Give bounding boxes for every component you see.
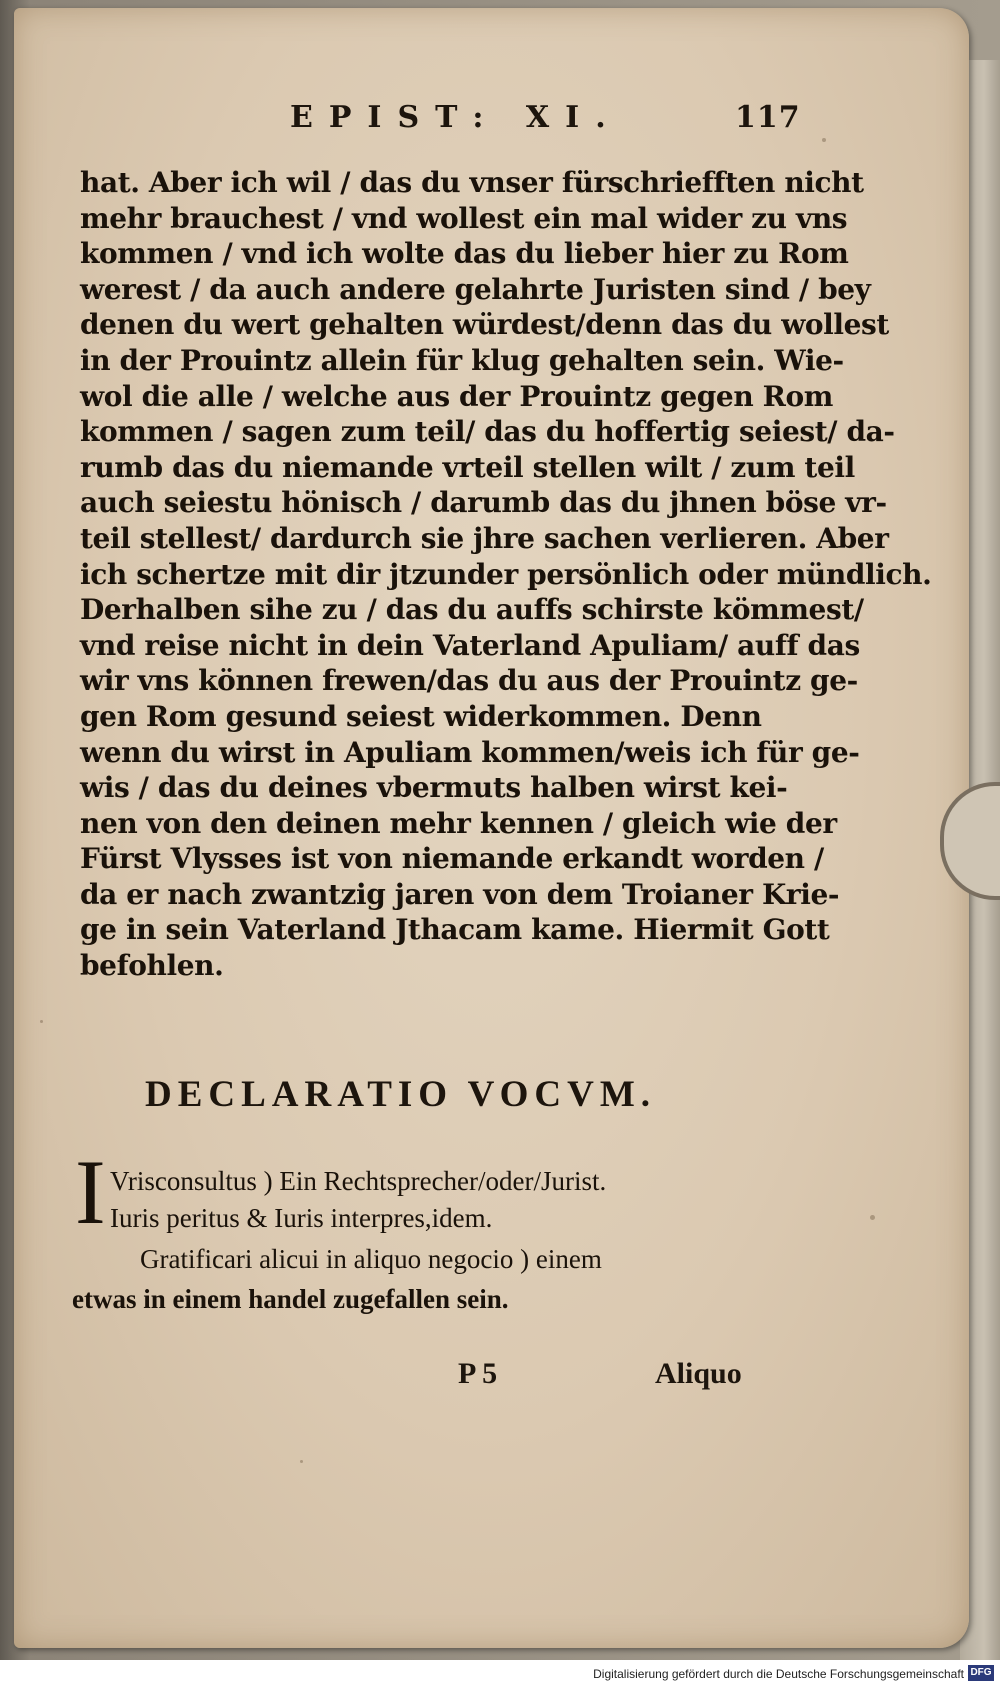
text-line: kommen / vnd ich wolte das du lieber hier zu Rom bbox=[80, 237, 849, 271]
text-line: in der Prouintz allein für klug gehalten sein. Wie- bbox=[80, 343, 844, 377]
digitization-credit: Digitalisierung gefördert durch die Deutsche Forschungsgemeinschaft bbox=[593, 1667, 964, 1681]
text-line: kommen / sagen zum teil/ das du hoffertig seiest/ da- bbox=[80, 415, 895, 449]
text-line: wis / das du deines vbermuts halben wirst kei- bbox=[80, 771, 788, 805]
text-line: werest / da auch andere gelahrte Juristen sind / bey bbox=[80, 272, 871, 306]
section-heading: DECLARATIO VOCVM. bbox=[145, 1074, 657, 1115]
text-line: wenn du wirst in Apuliam kommen/weis ich für ge- bbox=[80, 735, 860, 769]
paper-speck bbox=[822, 138, 826, 142]
signature-mark: P 5 bbox=[458, 1357, 498, 1390]
gloss-entry: Gratificari alicui in aliquo negocio ) einem bbox=[140, 1244, 602, 1274]
letter-body bbox=[80, 165, 932, 984]
page-number: 117 bbox=[735, 100, 801, 135]
text-line: Fürst Vlysses ist von niemande erkandt worden / bbox=[80, 842, 824, 876]
paper-speck bbox=[40, 1020, 43, 1023]
running-head: EPIST: XI. bbox=[290, 100, 622, 135]
text-line: befohlen. bbox=[80, 949, 224, 983]
text-line: teil stellest/ dardurch sie jhre sachen verlieren. Aber bbox=[80, 521, 889, 555]
paper-speck bbox=[300, 1460, 303, 1463]
paper-speck bbox=[870, 1215, 875, 1220]
text-line: wir vns können frewen/das du aus der Prouintz ge- bbox=[80, 664, 858, 698]
text-line: hat. Aber ich wil / das du vnser fürschriefften nicht bbox=[80, 166, 864, 199]
text-line: mehr brauchest / vnd wollest ein mal wider zu vns bbox=[80, 201, 848, 235]
text-line: denen du wert gehalten würdest/denn das du wollest bbox=[80, 308, 889, 342]
text-line: Derhalben sihe zu / das du auffs schirste kömmest/ bbox=[80, 593, 864, 627]
text-line: rumb das du niemande vrteil stellen wilt / zum teil bbox=[80, 450, 855, 484]
text-line: nen von den deinen mehr kennen / gleich wie der bbox=[80, 806, 837, 840]
text-line: auch seiestu hönisch / darumb das du jhnen böse vr- bbox=[80, 486, 887, 520]
gloss-entry: Vrisconsultus ) Ein Rechtsprecher/oder/Jurist. bbox=[110, 1166, 607, 1196]
text-line: vnd reise nicht in dein Vaterland Apuliam/ auff das bbox=[80, 628, 860, 662]
dfg-logo: DFG bbox=[968, 1665, 994, 1681]
text-line: ich schertze mit dir jtzunder persönlich oder mündlich. bbox=[80, 557, 932, 591]
gloss-entry: Iuris peritus & Iuris interpres,idem. bbox=[110, 1203, 493, 1233]
gloss-entry: etwas in einem handel zugefallen sein. bbox=[72, 1284, 509, 1314]
text-line: da er nach zwantzig jaren von dem Troianer Krie- bbox=[80, 877, 840, 911]
text-line: wol die alle / welche aus der Prouintz gegen Rom bbox=[80, 379, 834, 413]
catchword: Aliquo bbox=[655, 1357, 742, 1390]
text-line: gen Rom gesund seiest widerkommen. Denn bbox=[80, 699, 762, 733]
drop-initial: I bbox=[75, 1141, 106, 1243]
text-line: ge in sein Vaterland Jthacam kame. Hiermit Gott bbox=[80, 913, 830, 947]
